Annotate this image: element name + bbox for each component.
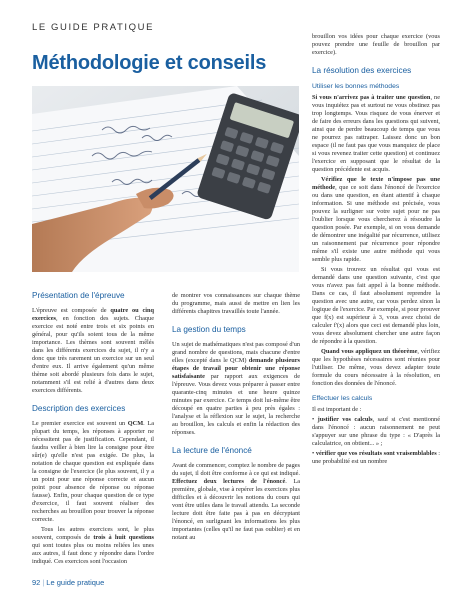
- page-number: 92: [32, 578, 41, 587]
- photo-hand-writing-calculator: [32, 86, 299, 272]
- bullet-justifier: • justifier vos calculs, sauf si c'est mentionné dans l'énoncé : aucun raisonnement ne peut s'appuyer sur une phrase du type : « D'après la calculatrice, on obtient... » ;: [312, 416, 440, 447]
- column-1: [32, 282, 154, 568]
- footer-separator: |: [42, 578, 45, 587]
- running-header: LE GUIDE PRATIQUE: [32, 22, 155, 33]
- paragraph-question-bloquante: Si vous n'arrivez pas à traiter une question, ne vous inquiétez pas et surtout ne vous obstinez pas trop longtemps. Vous risquez de vous énerver et de faire des erreurs dans les questions qui suivent, ainsi que de perdre beaucoup de temps que vous ne pourrez pas rattraper. Laissez donc un bon espace (il ne faut pas que vous manquiez de place si vous revenez traiter cette question) et continuez l'exercice en supposant que le résultat de la question précédente est acquis.: [312, 94, 440, 173]
- column-2: [172, 292, 300, 544]
- paragraph-important: Il est important de :: [312, 406, 362, 413]
- bullet-verifier: • vérifier que vos résultats sont vraisemblables : une probabilité est un nombre: [312, 450, 441, 465]
- page-footer: [32, 578, 104, 587]
- paragraph-lecture-enonce: Avant de commencer, comptez le nombre de pages du sujet, il doit être conforme à ce qui est indiqué. Effectuez deux lectures de l'énoncé. La première, globale, vise à repérer les exercices plus difficiles et à découvrir les notions du cours qui vont être utiles dans le travail attendu. La seconde lecture doit être faite pas à pas en décryptant l'énoncé, en surlignant les informations les plus importantes (celles qu'il ne faut pas oublier) et en notant au: [172, 462, 300, 541]
- paragraph-gestion-temps: Un sujet de mathématiques n'est pas composé d'un grand nombre de questions, mais chacune d'entre elles (excepté dans le QCM) demande plusieurs étapes de travail pour obtenir une réponse satisfaisante par rapport aux exigences de l'épreuve. Vous devez vous préparer à passer entre quarante-cinq minutes et une heure quinze minutes par exercice. Ce temps doit lui-même être découpé en quatre parties à peu près égales : l'analyse et la réflexion sur le sujet, la recherche au brouillon, les calculs et enfin la rédaction des réponses.: [172, 341, 301, 436]
- paragraph-autres-exercices: Tous les autres exercices sont, le plus souvent, composés de trois à huit questions qui sont toutes plus ou moins reliées les unes aux autres, il faut donc y répondre dans l'ordre indiqué. Ces exercices sont l'occasion: [32, 526, 154, 565]
- paragraph-connaissances: de montrer vos connaissances sur chaque thème du programme, mais aussi de mettre en lien les différents chapitres travaillés toute l'année.: [172, 292, 300, 315]
- heading-description: Description des exercices: [32, 404, 126, 413]
- column-3: [312, 33, 440, 468]
- paragraph-resultat-suivant: Si vous trouvez un résultat qui vous est demandé dans une question suivante, c'est que vous n'avez pas fait appel à la bonne méthode. Dans ce cas, il faut absolument reprendre la question avec une autre, car vous perdez sinon la logique de l'exercice. Par exemple, si pour prouver que f(x) est supérieur à 3, vous avez choisi de calculer f'(x) alors que ceci est demandé plus loin, vous devez absolument chercher une autre façon de répondre à la question.: [312, 266, 440, 345]
- paragraph-theoreme: Quand vous appliquez un théorème, vérifiez que les hypothèses nécessaires sont réunies pour l'utiliser. De même, vous devez adapter toute formule du cours nécessaire à la résolution, en fonction des données de l'énoncé.: [312, 348, 440, 387]
- subheading-methodes: Utiliser les bonnes méthodes: [312, 83, 400, 90]
- paragraph-qcm: Le premier exercice est souvent un QCM. La plupart du temps, les réponses à apporter ne nécessitent pas de justification. Cependant, il faudra veiller à bien lire la consigne pour être sûr(e) qu'elle n'est pas exigée. De plus, la notation de chaque question est expliquée dans la consigne de l'exercice (le plus souvent, il y a un point pour une réponse correcte et aucun point pour absence de réponse ou réponse fausse). Enfin, pour chaque question de ce type d'exercice, il faut souvent réaliser des recherches au brouillon pour trouver la réponse correcte.: [32, 420, 155, 523]
- paragraph-methode-imposee: Vérifiez que le texte n'impose pas une méthode, que ce soit dans l'énoncé de l'exercice ou dans une question, en étant attentif à chaque information. Si une méthode est précisée, vous pouvez la surligner sur votre sujet pour ne pas l'oublier lorsque vous chercherez à résoudre la question posée. Par exemple, si on vous demande de démontrer une inégalité par récurrence, utilisez un raisonnement par récurrence pour répondre même s'il existe une autre méthode qui vous semble plus rapide.: [312, 176, 440, 263]
- page-title: Méthodologie et conseils: [32, 52, 267, 74]
- heading-presentation: Présentation de l'épreuve: [32, 291, 125, 300]
- paragraph-brouillon: brouillon vos idées pour chaque exercice (vous pouvez prendre une feuille de brouillon par exercice).: [312, 33, 440, 56]
- heading-resolution: La résolution des exercices: [312, 66, 412, 75]
- subheading-calculs: Effectuer les calculs: [312, 395, 373, 402]
- heading-lecture-enonce: La lecture de l'énoncé: [172, 446, 252, 455]
- heading-gestion-temps: La gestion du temps: [172, 325, 246, 334]
- footer-label: Le guide pratique: [46, 578, 105, 587]
- paragraph-presentation: L'épreuve est composée de quatre ou cinq exercices, en fonction des sujets. Chaque exercice est noté entre trois et six points en général, pour qu'ils soient tous de la même importance. Les thèmes sont souvent mêlés dans les différents exercices du sujet, il n'y a donc que très rarement un exercice sur un seul d'entre eux. Il arrive également qu'un même thème soit abordé plusieurs fois dans le sujet, notamment s'il est relié à d'autres dans deux exercices différents.: [32, 307, 154, 394]
